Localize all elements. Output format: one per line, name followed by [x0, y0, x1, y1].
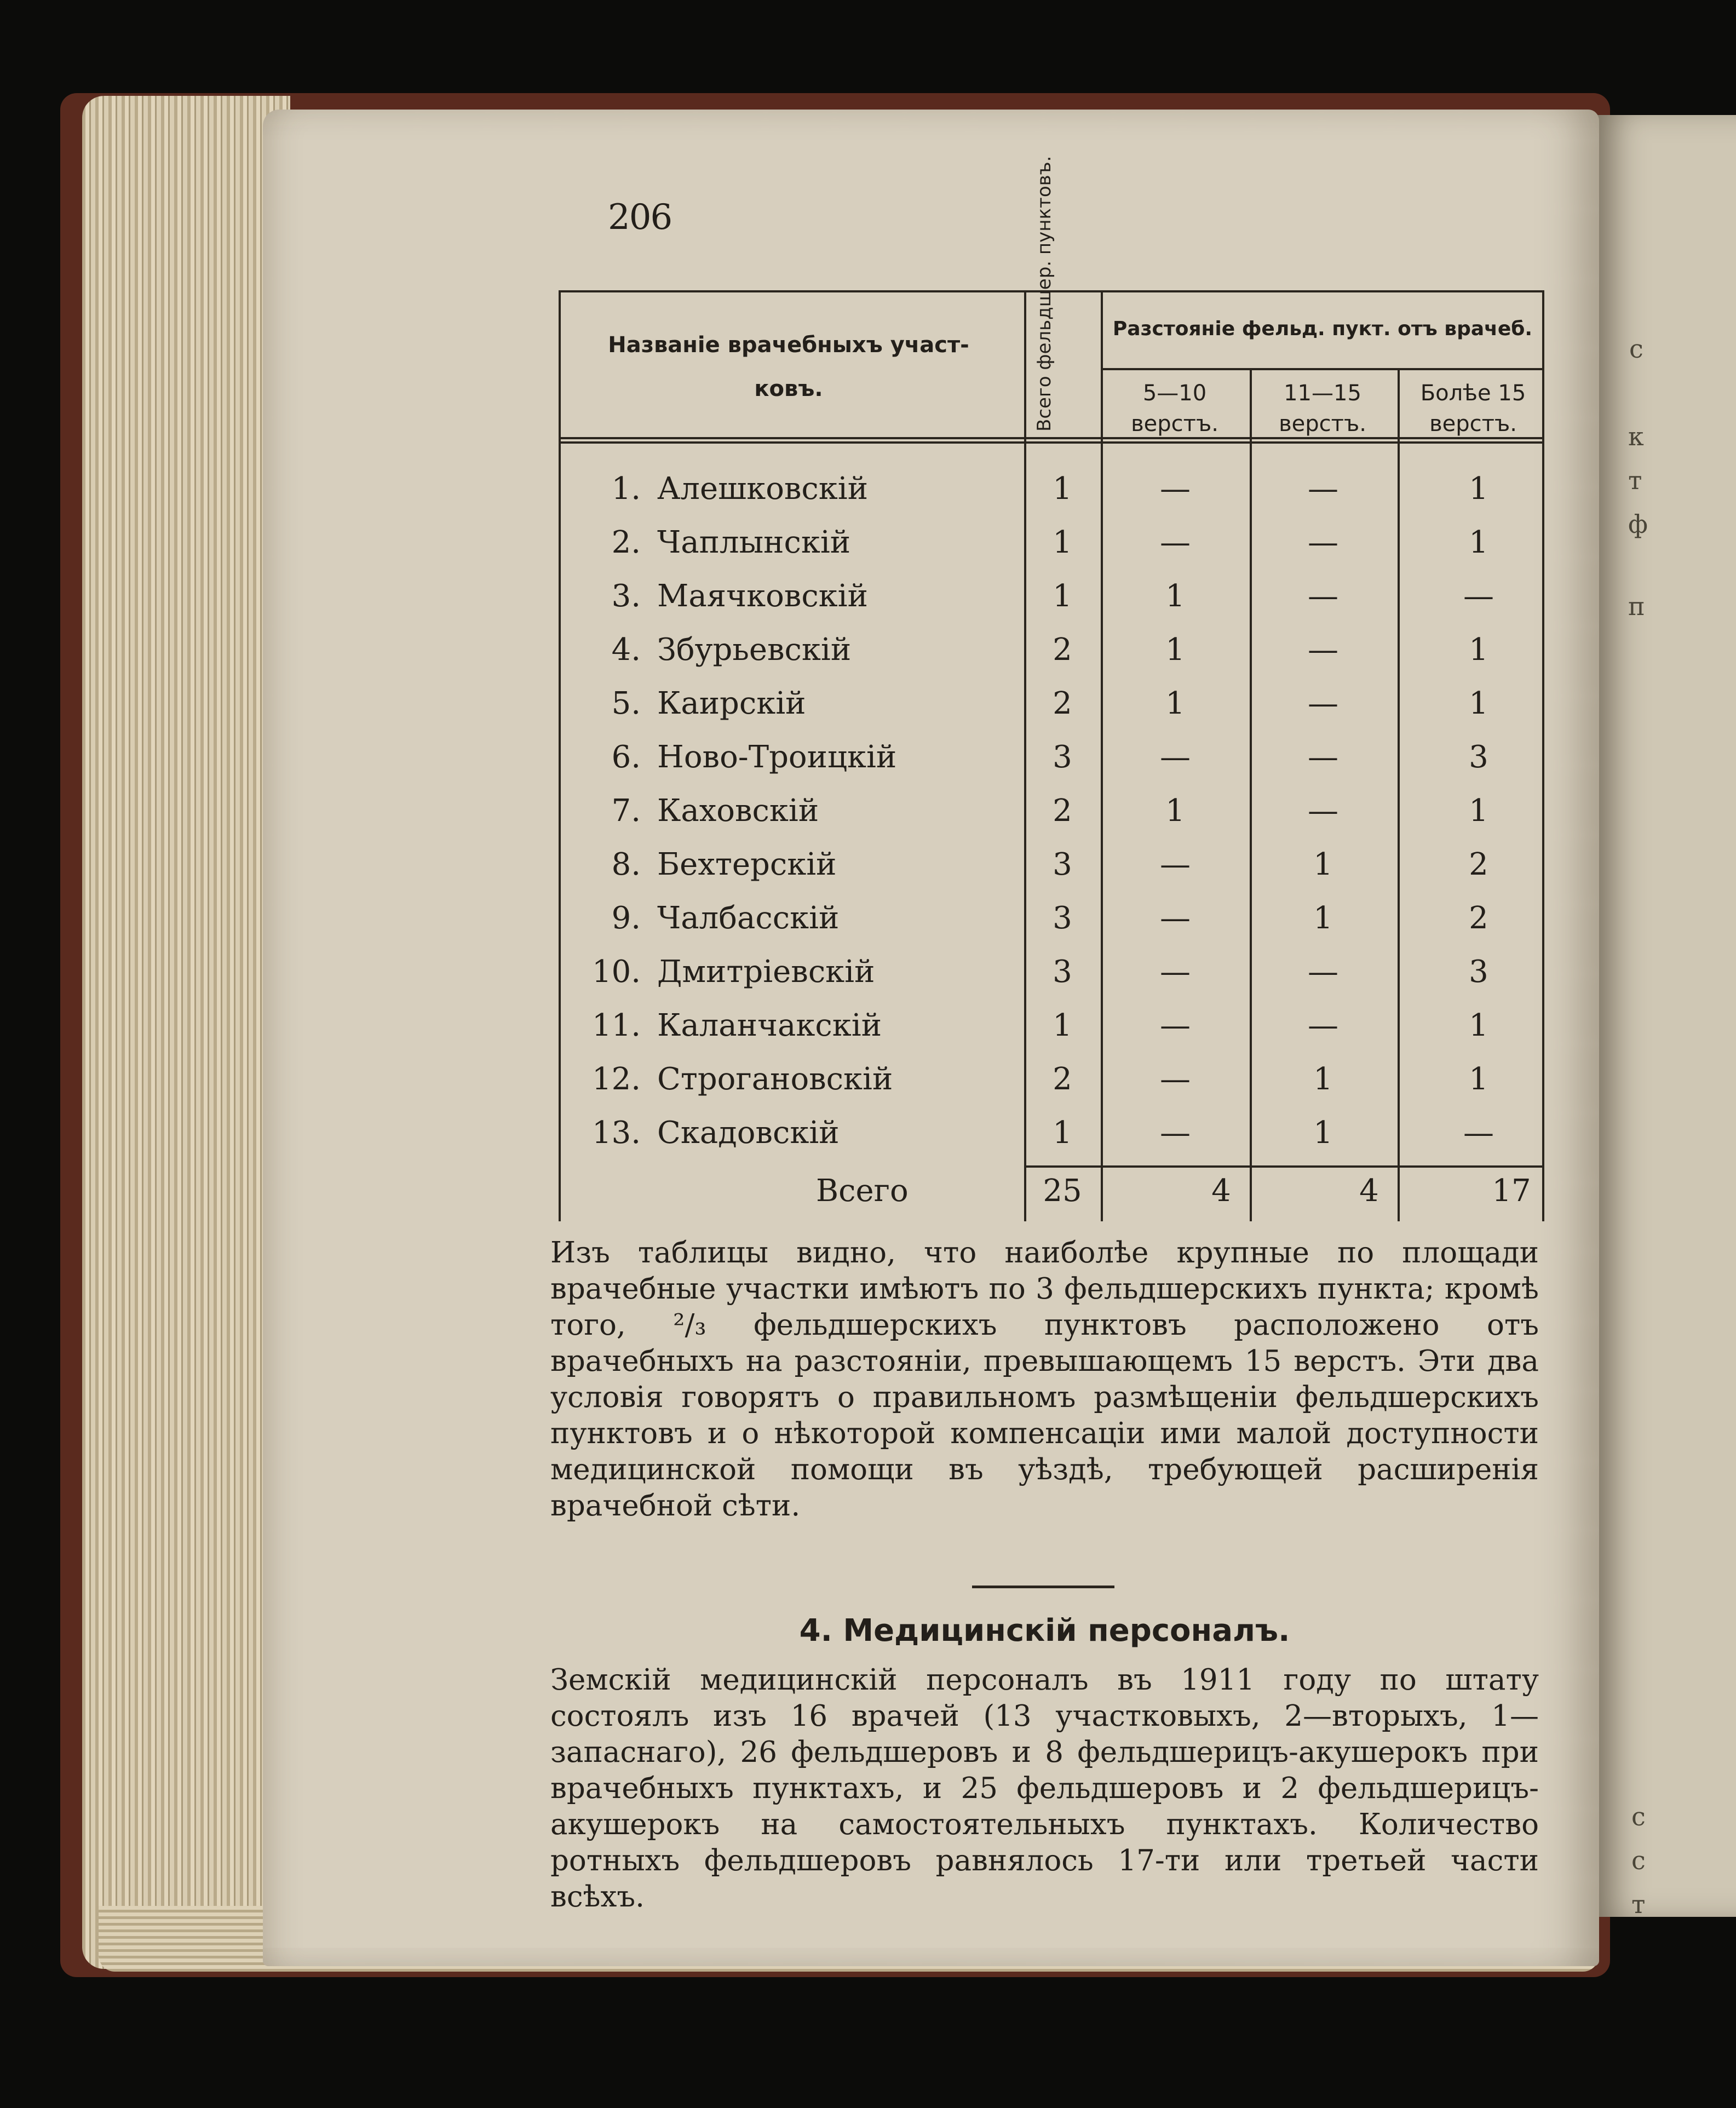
header-rule: [559, 441, 1544, 444]
points-5-10: —: [1160, 1061, 1191, 1097]
points-over-15: 1: [1469, 793, 1488, 829]
points-5-10: 1: [1165, 632, 1185, 668]
points-over-15: 1: [1469, 1061, 1488, 1097]
table-row: [559, 1008, 1544, 1061]
row-number: 7.: [611, 793, 641, 829]
totals-over-15: 17: [1492, 1173, 1531, 1209]
points-5-10: —: [1160, 471, 1191, 507]
points-11-15: 1: [1313, 900, 1333, 936]
points-5-10: —: [1160, 900, 1191, 936]
points-11-15: 1: [1313, 1061, 1333, 1097]
district-name: Алешковскій: [657, 471, 869, 507]
facing-page-fragment: т: [1628, 466, 1642, 495]
district-name: Збурьевскій: [657, 632, 852, 668]
section-divider: [972, 1586, 1114, 1588]
table-row: [559, 471, 1544, 525]
page-edges: [82, 96, 290, 1969]
district-name: Чалбасскій: [657, 900, 840, 936]
points-5-10: —: [1160, 954, 1191, 990]
facing-page-fragment: с: [1631, 1846, 1646, 1875]
district-name: Чаплынскій: [657, 525, 851, 560]
totals-5-10: 4: [1211, 1173, 1231, 1209]
points-11-15: 1: [1313, 1115, 1333, 1151]
table-row: [559, 632, 1544, 686]
points-over-15: 1: [1469, 686, 1488, 721]
row-number: 8.: [611, 847, 641, 882]
points-5-10: —: [1160, 1115, 1191, 1151]
points-over-15: —: [1463, 1115, 1494, 1151]
points-over-15: 3: [1469, 739, 1488, 775]
total-points: 1: [1053, 578, 1072, 614]
points-over-15: 2: [1469, 900, 1488, 936]
points-5-10: —: [1160, 1008, 1191, 1043]
facing-page-fragment: c: [1629, 334, 1643, 364]
page-number: 206: [608, 197, 672, 238]
table-row: [559, 847, 1544, 900]
table-row: [559, 1061, 1544, 1115]
table-row: [559, 686, 1544, 739]
points-over-15: 1: [1469, 632, 1488, 668]
points-11-15: —: [1308, 578, 1338, 614]
points-5-10: 1: [1165, 793, 1185, 829]
district-name: Каховскій: [657, 793, 819, 829]
total-points: 3: [1053, 847, 1072, 882]
district-name: Бехтерскій: [657, 847, 837, 882]
points-11-15: —: [1308, 1008, 1338, 1043]
table-row: [559, 578, 1544, 632]
table-row: [559, 900, 1544, 954]
total-points: 3: [1053, 900, 1072, 936]
subheader-over-15: Болѣе 15 верстъ.: [1420, 381, 1526, 436]
total-points: 2: [1053, 686, 1072, 721]
total-points: 3: [1053, 739, 1072, 775]
points-5-10: —: [1160, 739, 1191, 775]
facing-page-fragment: п: [1628, 591, 1645, 621]
section-heading: 4. Медицинскій персоналъ.: [799, 1613, 1290, 1649]
points-11-15: —: [1308, 954, 1338, 990]
table-row: [559, 525, 1544, 578]
total-points: 3: [1053, 954, 1072, 990]
paragraph-medical-staff: Земскій медицинскій персоналъ въ 1911 году по штату состоялъ изъ 16 врачей (13 участковыхъ, 2—вторыхъ, 1—запаснаго), 26 фельдшеровъ и 8 фельдшерицъ-акушерокъ при врачебныхъ пунктахъ, и 25 фельдшеровъ и 2 фельдшерицъ-акушерокъ на самостоятельныхъ пунктахъ. Количество ротныхъ фельдшеровъ равнялось 17-ти или третьей части всѣхъ.: [550, 1663, 1539, 1914]
paragraph-table-summary: Изъ таблицы видно, что наиболѣе крупные по площади врачебные участки имѣютъ по 3 фельдшерскихъ пункта; кромѣ того, ²/₃ фельдшерскихъ пунктовъ расположено отъ врачебныхъ на разстояніи, превышающемъ 15 верстъ. Эти два условія говорятъ о правильномъ размѣщеніи фельдшерскихъ пунктовъ и о нѣкоторой компенсаціи ими малой доступности медицинской помощи въ уѣздѣ, требующей расширенія врачебной сѣти.: [550, 1236, 1539, 1523]
header-distance: Разстояніе фельд. пукт. отъ врачеб.: [1112, 318, 1533, 340]
points-5-10: 1: [1165, 578, 1185, 614]
points-11-15: 1: [1313, 847, 1333, 882]
points-5-10: 1: [1165, 686, 1185, 721]
row-number: 3.: [611, 578, 641, 614]
facing-page-fragment: ф: [1628, 509, 1648, 539]
row-number: 2.: [611, 525, 641, 560]
row-number: 13.: [591, 1115, 641, 1151]
points-11-15: —: [1308, 686, 1338, 721]
district-name: Дмитріевскій: [657, 954, 875, 990]
points-over-15: 2: [1469, 847, 1488, 882]
points-11-15: —: [1308, 739, 1338, 775]
total-points: 2: [1053, 632, 1072, 668]
points-over-15: 1: [1469, 471, 1488, 507]
district-name: Ново-Троицкій: [657, 739, 897, 775]
row-number: 4.: [611, 632, 641, 668]
total-points: 2: [1053, 1061, 1072, 1097]
total-points: 1: [1053, 525, 1072, 560]
total-points: 1: [1053, 471, 1072, 507]
facing-page-fragment: к: [1628, 422, 1644, 451]
header-rule: [559, 437, 1544, 439]
points-11-15: —: [1308, 525, 1338, 560]
district-name: Маячковскій: [657, 578, 868, 614]
points-11-15: —: [1308, 793, 1338, 829]
totals-11-15: 4: [1359, 1173, 1379, 1209]
total-points: 1: [1053, 1115, 1072, 1151]
district-name: Скадовскій: [657, 1115, 840, 1151]
table-row: [559, 1115, 1544, 1169]
totals-label: Всего: [816, 1173, 909, 1209]
table-row: [559, 793, 1544, 847]
row-number: 12.: [591, 1061, 641, 1097]
points-5-10: —: [1160, 847, 1191, 882]
totals-row: [559, 1173, 1544, 1227]
total-points: 2: [1053, 793, 1072, 829]
subheader-11-15: 11—15 верстъ.: [1279, 381, 1366, 436]
subheader-rule: [1101, 368, 1544, 370]
row-number: 9.: [611, 900, 641, 936]
district-name: Каирскій: [657, 686, 806, 721]
table-row: [559, 954, 1544, 1008]
points-11-15: —: [1308, 471, 1338, 507]
row-number: 1.: [611, 471, 641, 507]
total-points: 1: [1053, 1008, 1072, 1043]
points-over-15: 1: [1469, 1008, 1488, 1043]
header-total-points: Всего фельдшер. пунктовъ.: [1033, 156, 1055, 432]
district-name: Строгановскій: [657, 1061, 893, 1097]
points-5-10: —: [1160, 525, 1191, 560]
totals-total-points: 25: [1043, 1173, 1082, 1209]
row-number: 6.: [611, 739, 641, 775]
points-over-15: 1: [1469, 525, 1488, 560]
points-over-15: 3: [1469, 954, 1488, 990]
subheader-5-10: 5—10 верстъ.: [1131, 381, 1218, 436]
district-name: Каланчакскій: [657, 1008, 882, 1043]
points-over-15: —: [1463, 578, 1494, 614]
facing-page-fragment: с: [1631, 1802, 1646, 1831]
row-number: 11.: [591, 1008, 641, 1043]
table-row: [559, 739, 1544, 793]
facing-page: [1596, 115, 1736, 1917]
row-number: 5.: [611, 686, 641, 721]
header-district-name: Названіе врачебныхъ участ-ковъ.: [608, 332, 969, 401]
row-number: 10.: [591, 954, 641, 990]
facing-page-fragment: т: [1631, 1889, 1646, 1919]
points-11-15: —: [1308, 632, 1338, 668]
